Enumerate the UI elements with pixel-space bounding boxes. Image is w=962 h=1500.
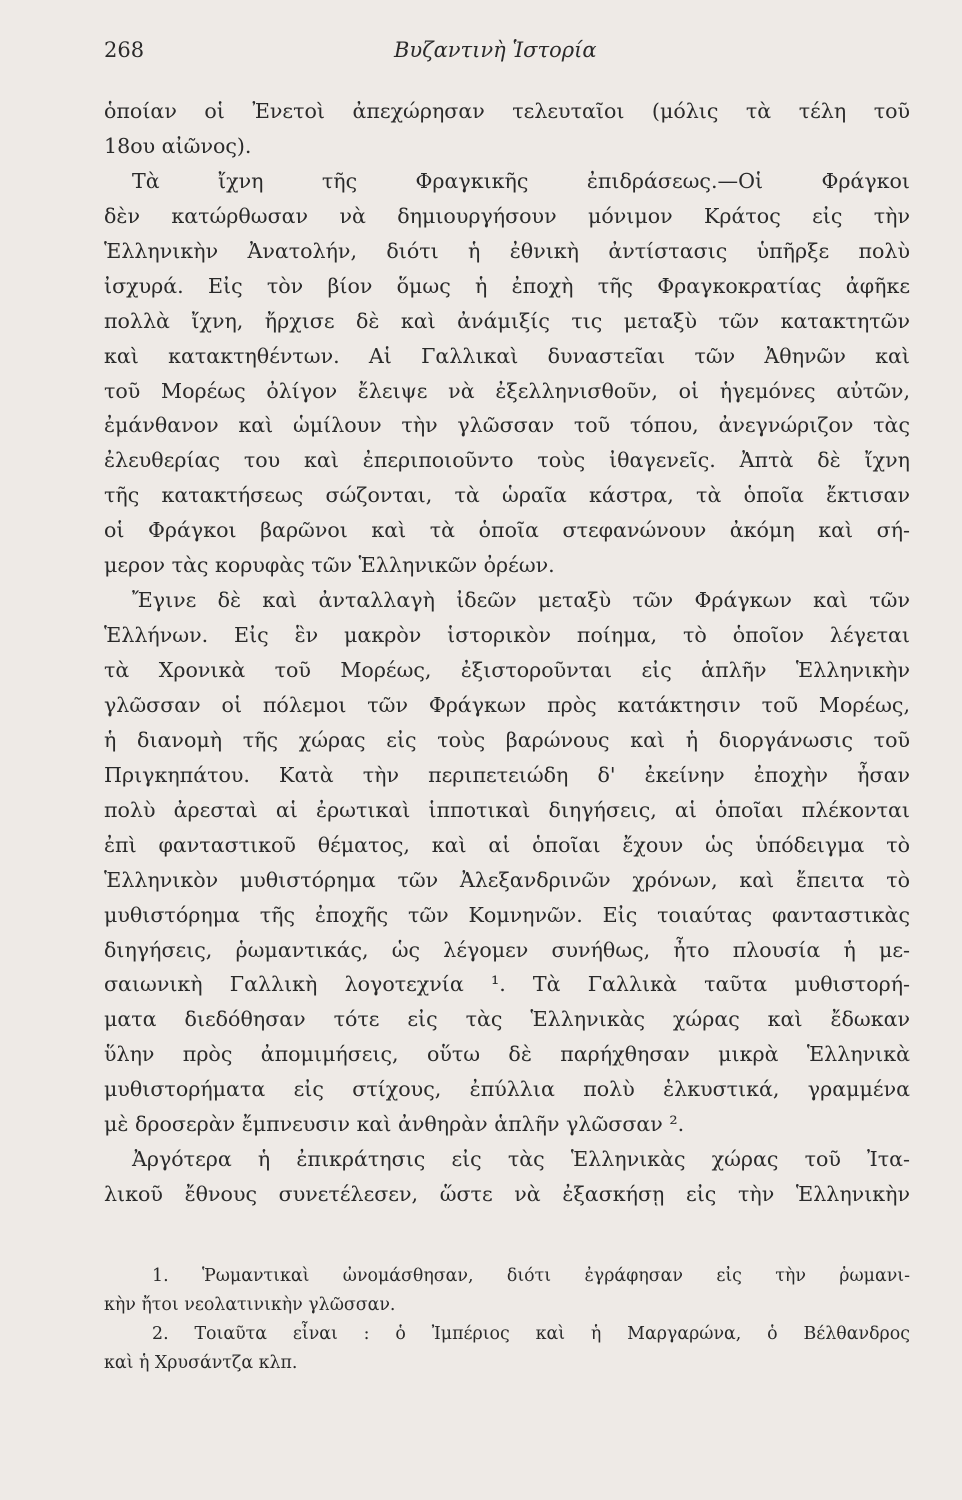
text-line: ἡ διανομὴ τῆς χώρας εἰς τοὺς βαρώνους καὶ ἡ διοργάνωσις τοῦ bbox=[104, 727, 910, 752]
text-line: τῆς κατακτήσεως σώζονται, τὰ ὡραῖα κάστρα, τὰ ὁποῖα ἔκτισαν bbox=[104, 483, 910, 508]
text-line: τὰ Χρονικὰ τοῦ Μορέως, ἐξιστοροῦνται εἰς ἁπλῆν Ἑλληνικὴν bbox=[104, 658, 910, 682]
text-line: γλῶσσαν οἱ πόλεμοι τῶν Φράγκων πρὸς κατάκτησιν τοῦ Μορέως, bbox=[104, 692, 910, 717]
text-line: Ἑλληνικὴν Ἀνατολήν, διότι ἡ ἐθνικὴ ἀντίστασις ὑπῆρξε πολὺ bbox=[104, 238, 910, 263]
footnote-line: 2. Τοιαῦτα εἶναι : ὁ Ἰμπέριος καὶ ἡ Μαργαρώνα, ὁ Βέλθανδρος bbox=[152, 1324, 910, 1344]
text-line: Ἑλλήνων. Εἰς ἓν μακρὸν ἱστορικὸν ποίημα, τὸ ὁποῖον λέγεται bbox=[104, 623, 910, 648]
text-line: μερον τὰς κορυφὰς τῶν Ἑλληνικῶν ὀρέων. bbox=[104, 553, 555, 578]
text-line: Πριγκηπάτου. Κατὰ τὴν περιπετειώδη δ' ἐκείνην ἐποχὴν ἦσαν bbox=[104, 762, 910, 787]
text-line: ἐλευθερίας του καὶ ἐπεριποιοῦντο τοὺς ἰθαγενεῖς. Ἀπτὰ δὲ ἴχνη bbox=[104, 448, 910, 473]
text-line: ἐμάνθανον καὶ ὡμίλουν τὴν γλῶσσαν τοῦ τόπου, ἀνεγνώριζον τὰς bbox=[104, 413, 910, 438]
text-line: Ἀργότερα ἡ ἐπικράτησις εἰς τὰς Ἑλληνικὰς χώρας τοῦ Ἰτα- bbox=[132, 1147, 910, 1172]
text-line: σαιωνικὴ Γαλλικὴ λογοτεχνία ¹. Τὰ Γαλλικὰ ταῦτα μυθιστορή- bbox=[104, 972, 910, 997]
text-line: διηγήσεις, ῥωμαντικάς, ὡς λέγομεν συνήθως, ἦτο πλουσία ἡ με- bbox=[104, 937, 910, 962]
page-number: 268 bbox=[104, 38, 145, 62]
text-line: ματα διεδόθησαν τότε εἰς τὰς Ἑλληνικὰς χώρας καὶ ἔδωκαν bbox=[104, 1007, 910, 1032]
text-line: λικοῦ ἔθνους συνετέλεσεν, ὥστε νὰ ἐξασκήσῃ εἰς τὴν Ἑλληνικὴν bbox=[104, 1182, 910, 1207]
text-line: Τὰ ἴχνη τῆς Φραγκικῆς ἐπιδράσεως.—Οἱ Φράγκοι bbox=[132, 168, 910, 193]
text-line: ὕλην πρὸς ἀπομιμήσεις, οὕτω δὲ παρήχθησαν μικρὰ Ἑλληνικὰ bbox=[104, 1042, 910, 1067]
text-line: 18ου αἰῶνος). bbox=[104, 133, 252, 158]
page-header bbox=[104, 38, 910, 72]
text-line: ἰσχυρά. Εἰς τὸν βίον ὅμως ἡ ἐποχὴ τῆς Φραγκοκρατίας ἀφῆκε bbox=[104, 273, 910, 298]
text-line: καὶ κατακτηθέντων. Αἱ Γαλλικαὶ δυναστεῖαι τῶν Ἀθηνῶν καὶ bbox=[104, 343, 910, 368]
text-line: μυθιστορήματα εἰς στίχους, ἐπύλλια πολὺ ἑλκυστικά, γραμμένα bbox=[104, 1077, 910, 1102]
text-line: Ἑλληνικὸν μυθιστόρημα τῶν Ἀλεξανδρινῶν χρόνων, καὶ ἔπειτα τὸ bbox=[104, 867, 910, 892]
text-line: δὲν κατώρθωσαν νὰ δημιουργήσουν μόνιμον Κράτος εἰς τὴν bbox=[104, 203, 910, 228]
text-line: πολλὰ ἴχνη, ἤρχισε δὲ καὶ ἀνάμιξίς τις μεταξὺ τῶν κατακτητῶν bbox=[104, 308, 910, 333]
text-line: τοῦ Μορέως ὀλίγον ἔλειψε νὰ ἐξελληνισθοῦν, οἱ ἡγεμόνες αὐτῶν, bbox=[104, 378, 910, 403]
footnote-line: 1. Ῥωμαντικαὶ ὠνομάσθησαν, διότι ἐγράφησαν εἰς τὴν ῥωμανι- bbox=[152, 1266, 910, 1286]
footnote-line: καὶ ἡ Χρυσάντζα κλπ. bbox=[104, 1353, 298, 1373]
text-line: πολὺ ἀρεσταὶ αἱ ἐρωτικαὶ ἱπποτικαὶ διηγήσεις, αἱ ὁποῖαι πλέκονται bbox=[104, 797, 910, 822]
text-line: ὁποίαν οἱ Ἐνετοὶ ἀπεχώρησαν τελευταῖοι (μόλις τὰ τέλη τοῦ bbox=[104, 99, 910, 123]
text-line: ἐπὶ φανταστικοῦ θέματος, καὶ αἱ ὁποῖαι ἔχουν ὡς ὑπόδειγμα τὸ bbox=[104, 832, 910, 857]
footnotes bbox=[104, 1262, 910, 1378]
text-line: οἱ Φράγκοι βαρῶνοι καὶ τὰ ὁποῖα στεφανώνουν ἀκόμη καὶ σή- bbox=[104, 518, 910, 543]
running-head: Βυζαντινὴ Ἱστορία bbox=[394, 38, 597, 62]
text-line: Ἔγινε δὲ καὶ ἀνταλλαγὴ ἰδεῶν μεταξὺ τῶν Φράγκων καὶ τῶν bbox=[132, 588, 910, 613]
body-text bbox=[104, 94, 910, 1212]
text-line: μὲ δροσερὰν ἔμπνευσιν καὶ ἀνθηρὰν ἁπλῆν γλῶσσαν ². bbox=[104, 1112, 685, 1137]
text-line: μυθιστόρημα τῆς ἐποχῆς τῶν Κομνηνῶν. Εἰς τοιαύτας φανταστικὰς bbox=[104, 902, 910, 927]
footnote-line: κὴν ἤτοι νεολατινικὴν γλῶσσαν. bbox=[104, 1295, 396, 1315]
